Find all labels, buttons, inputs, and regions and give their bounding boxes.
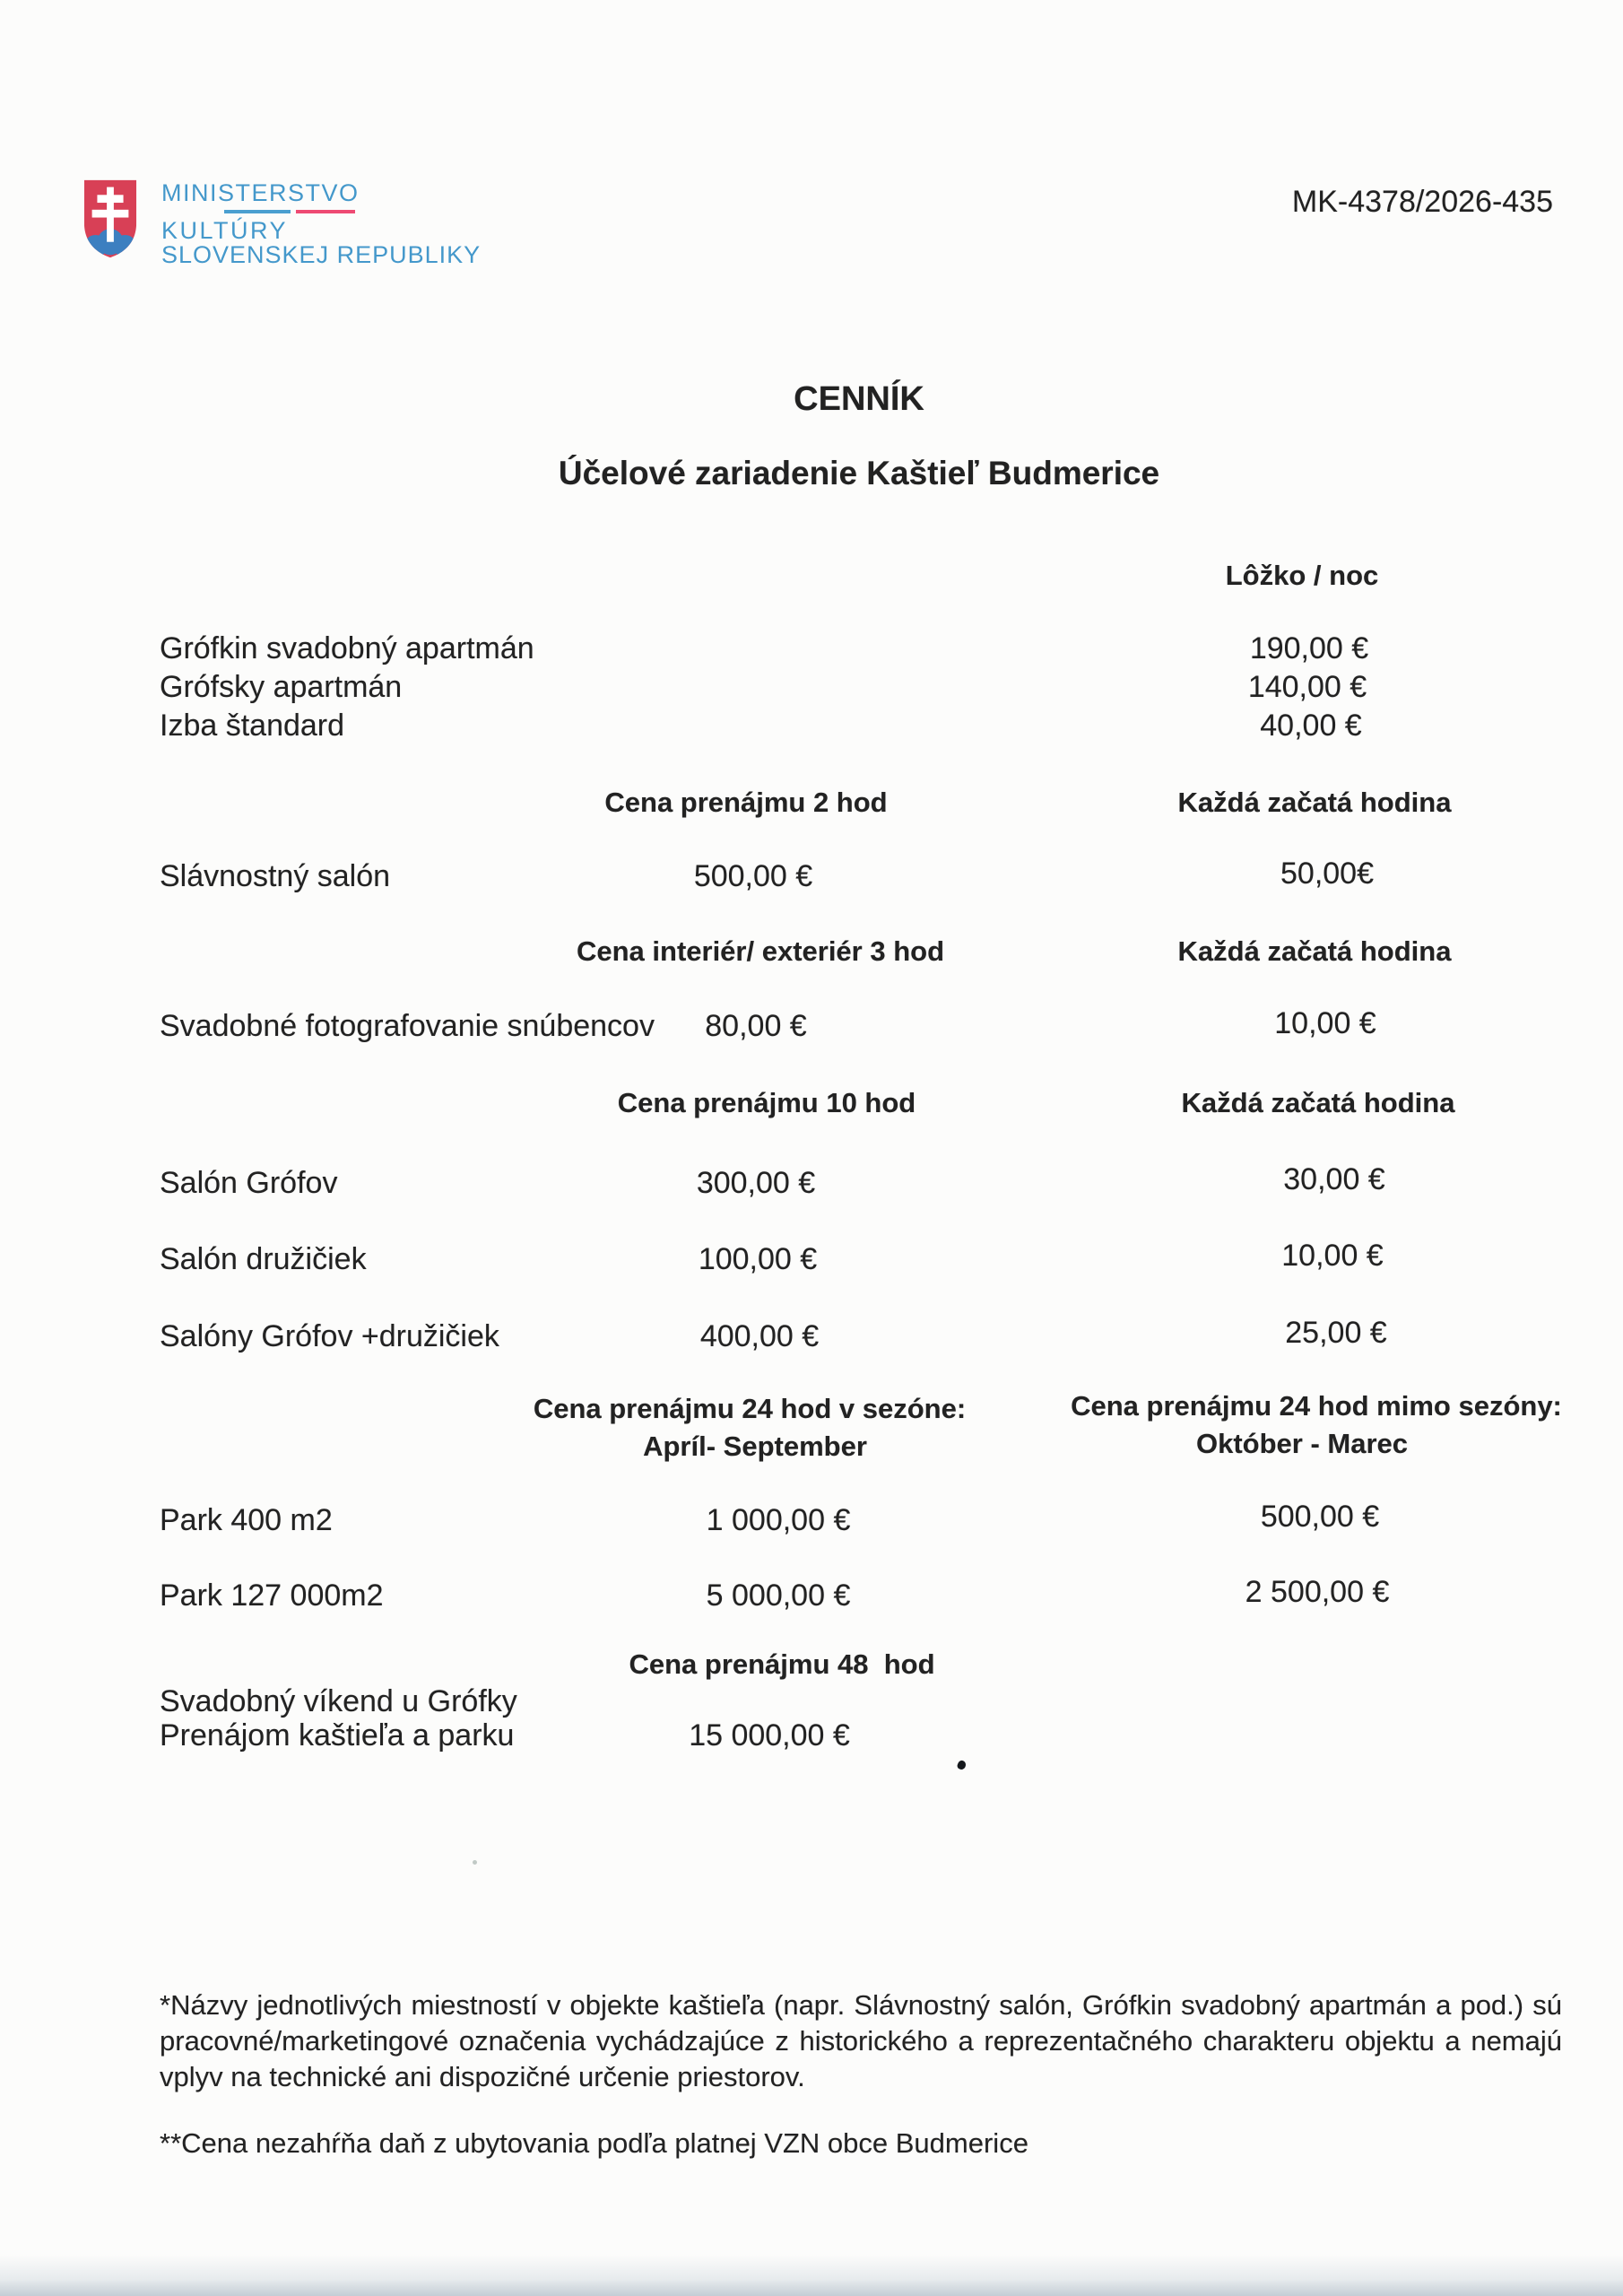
column-header: Lôžko / noc [1225,560,1379,591]
price-value: 1 000,00 € [706,1503,851,1537]
row-label: Park 400 m2 [160,1503,333,1537]
row-label: Salón Grófov [160,1166,338,1200]
footnote-rooms-naming: *Názvy jednotlivých miestností v objekte kaštieľa (napr. Slávnostný salón, Grófkin svadobný apartmán a pod.) sú pracovné/marketingové označenia vychádzajúce z historického a reprezentačného charakteru objektu a nemajú vplyv na technické ani dispozičné určenie priestorov. [160,1989,1562,2092]
row-label: Salóny Grófov +družičiek [160,1319,499,1353]
logo-underline [224,210,355,213]
ministry-name-line2: KULTÚRY [161,217,289,244]
price-value: 80,00 € [705,1009,807,1043]
row-label: Slávnostný salón [160,859,391,893]
price-value: 25,00 € [1285,1316,1387,1350]
underline-pink-segment [296,210,355,213]
column-header: Každá začatá hodina [1177,787,1452,818]
stray-ink-mark [956,1760,967,1771]
column-header: Cena prenájmu 48 hod [629,1648,935,1680]
scan-bottom-edge [0,2255,1623,2296]
column-header: Cena prenájmu 24 hod v sezóne: [533,1393,967,1424]
price-value: 500,00 € [693,859,813,893]
column-header: Cena interiér/ exteriér 3 hod [576,935,945,967]
column-header: Cena prenájmu 2 hod [604,787,888,818]
row-label: Grófkin svadobný apartmán [160,631,534,665]
price-value: 500,00 € [1260,1500,1380,1534]
price-value: 5 000,00 € [706,1578,851,1613]
faint-scan-speck [473,1860,477,1865]
price-value: 15 000,00 € [689,1718,850,1752]
ministry-name-line3: SLOVENSKEJ REPUBLIKY [161,241,482,268]
row-label-line2: Prenájom kaštieľa a parku [160,1718,515,1752]
footnote-tax: **Cena nezahŕňa daň z ubytovania podľa platnej VZN obce Budmerice [160,2127,1028,2159]
column-header: Cena prenájmu 24 hod mimo sezóny: [1071,1390,1562,1422]
column-subheader: Október - Marec [1195,1428,1409,1459]
row-label: Svadobný víkend u Grófky [160,1684,517,1718]
price-value: 400,00 € [699,1319,820,1353]
price-value: 30,00 € [1283,1162,1385,1196]
row-label: Grófsky apartmán [160,670,403,704]
price-value: 140,00 € [1247,670,1367,704]
row-label: Park 127 000m2 [160,1578,384,1613]
price-value: 190,00 € [1249,631,1369,665]
price-value: 2 500,00 € [1245,1575,1390,1609]
column-subheader: Apríl- September [643,1431,867,1462]
price-value: 40,00 € [1260,709,1362,743]
reference-number: MK-4378/2026-435 [1291,185,1553,219]
row-label: Svadobné fotografovanie snúbencov [160,1009,655,1043]
price-value: 100,00 € [698,1242,818,1276]
page-title: CENNÍK [794,380,924,418]
page-subtitle: Účelové zariadenie Kaštieľ Budmerice [558,455,1160,491]
column-header: Každá začatá hodina [1177,935,1452,967]
price-value: 10,00 € [1281,1239,1384,1273]
row-label: Izba štandard [160,709,345,743]
row-label: Salón družičiek [160,1242,367,1276]
slovak-coat-of-arms-icon [81,176,140,266]
ministry-name-line1: MINISTERSTVO [161,179,360,206]
price-value: 300,00 € [696,1166,816,1200]
underline-blue-segment [224,210,291,213]
price-value: 50,00€ [1280,857,1374,891]
price-value: 10,00 € [1274,1006,1376,1040]
column-header: Cena prenájmu 10 hod [617,1087,916,1118]
column-header: Každá začatá hodina [1181,1087,1455,1118]
